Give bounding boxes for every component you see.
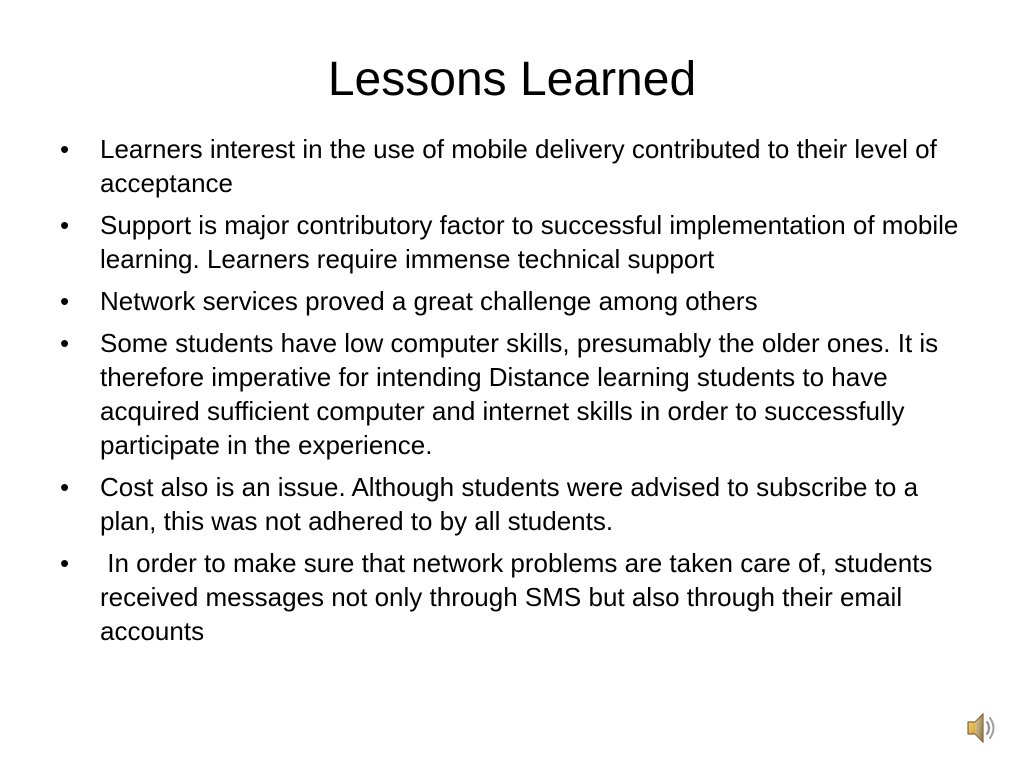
bullet-text: Support is major contributory factor to successful implementation of mobile learning. Learners require immense technical support [100,210,959,274]
bullet-item [60,546,965,648]
speaker-icon[interactable] [966,710,996,746]
bullet-text: In order to make sure that network problems are taken care of, students received messages not only through SMS but also through their email accounts [100,548,940,646]
bullet-item [60,326,965,462]
bullet-text: Some students have low computer skills, presumably the older ones. It is therefore imperative for intending Distance learning students to have acquired sufficient computer and internet skills in order to successfully participate in the experience. [100,328,939,460]
bullet-icon: • [60,286,70,316]
bullet-list [60,132,965,656]
bullet-text: Cost also is an issue. Although students were advised to subscribe to a plan, this was not adhered to by all students. [100,472,919,536]
bullet-item [60,208,965,276]
bullet-text: Network services proved a great challenge among others [100,286,758,316]
bullet-icon: • [60,472,70,502]
bullet-icon: • [60,210,70,240]
bullet-text: Learners interest in the use of mobile delivery contributed to their level of acceptance [100,134,937,198]
bullet-icon: • [60,328,70,358]
bullet-item [60,132,965,200]
slide-title: Lessons Learned [327,53,697,106]
bullet-icon: • [60,134,70,164]
bullet-icon: • [60,548,70,578]
bullet-item [60,284,965,318]
bullet-item [60,470,965,538]
